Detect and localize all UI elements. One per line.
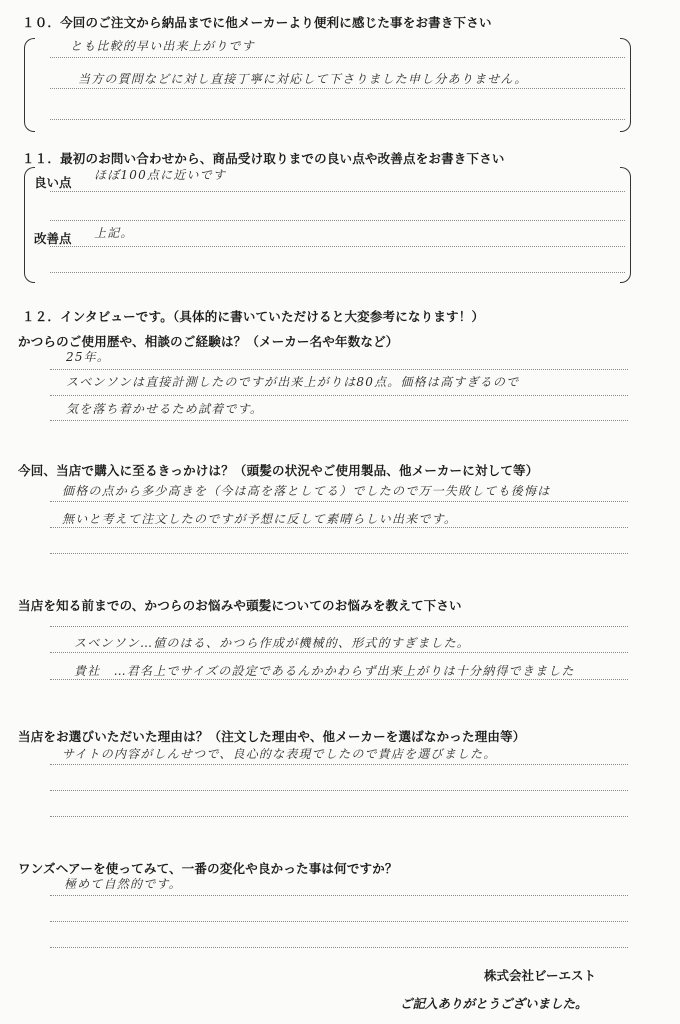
answer-line — [50, 420, 628, 421]
trigger-answer-1: 価格の点から多少高きを（今は高を落としてる）でしたので万一失敗しても後悔は — [62, 484, 551, 498]
history-answer-1: 25年。 — [66, 350, 111, 364]
improve-point-label: 改善点 — [34, 231, 72, 246]
answer-line — [50, 947, 628, 948]
answer-line — [50, 790, 628, 791]
answer-line — [50, 369, 628, 370]
answer-line — [50, 652, 628, 653]
answer-line — [50, 220, 625, 221]
answer-line — [50, 921, 628, 922]
change-question: ワンズヘアーを使ってみて、一番の変化や良かった事は何ですか？ — [18, 861, 398, 876]
right-brace — [620, 167, 631, 283]
worries-answer-1: スベンソン…値のはる、かつら作成が機械的、形式的すぎました。 — [74, 636, 471, 650]
good-point-answer: ほぼ100点に近いです — [94, 168, 227, 182]
reason-question: 当店をお選びいただいた理由は？（注文した理由や、他メーカーを選ばなかった理由等） — [18, 729, 526, 744]
q12-title: １２．インタビューです。（具体的に書いていただけると大変参考になります！） — [22, 309, 485, 324]
worries-answer-2: 貴社 …君名上でサイズの設定であるんかかわらず出来上がりは十分納得できました — [74, 664, 575, 678]
answer-line — [50, 246, 625, 247]
q10-answer-1: とも比較的早い出来上がりです — [70, 39, 255, 53]
good-point-label: 良い点 — [34, 175, 72, 190]
worries-question: 当店を知る前までの、かつらのお悩みや頭髪についてのお悩みを教えて下さい — [18, 598, 462, 613]
answer-line — [50, 626, 628, 627]
answer-line — [50, 272, 625, 273]
improve-point-answer: 上記。 — [94, 226, 134, 240]
answer-line — [50, 679, 628, 680]
answer-line — [50, 527, 628, 528]
history-question: かつらのご使用歴や、相談のご経験は？（メーカー名や年数など） — [18, 334, 399, 349]
change-answer-1: 極めて自然的です。 — [64, 877, 182, 891]
answer-line — [50, 395, 628, 396]
trigger-answer-2: 無いと考えて注文したのですが予想に反して素晴らしい出来です。 — [62, 512, 458, 526]
answer-line — [50, 501, 628, 502]
answer-line — [50, 191, 625, 192]
q10-question: １０．今回のご注文から納品までに他メーカーより便利に感じた事をお書き下さい — [22, 15, 492, 30]
answer-line — [50, 553, 628, 554]
answer-line — [50, 816, 628, 817]
answer-line — [50, 895, 628, 896]
answer-line — [50, 764, 628, 765]
thanks-message: ご記入ありがとうございました。 — [400, 996, 588, 1011]
answer-line — [50, 119, 625, 120]
trigger-question: 今回、当店で購入に至るきっかけは？（頭髪の状況やご使用製品、他メーカーに対して等） — [18, 463, 539, 478]
history-answer-3: 気を落ち着かせるため試着です。 — [66, 402, 264, 416]
history-answer-2: スベンソンは直接計測したのですが出来上がりは80点。価格は高すぎるので — [66, 375, 520, 389]
company-name: 株式会社ビーエスト — [484, 968, 597, 983]
left-brace — [24, 38, 35, 132]
reason-answer-1: サイトの内容がしんせつで、良心的な表現でしたので貴店を選びました。 — [62, 747, 497, 761]
answer-line — [50, 88, 625, 89]
right-brace — [620, 38, 631, 132]
q11-question: １１．最初のお問い合わせから、商品受け取りまでの良い点や改善点をお書き下さい — [22, 151, 505, 166]
q10-answer-2: 当方の質問などに対し直接丁寧に対応して下さりました申し分ありません。 — [78, 72, 528, 86]
answer-line — [50, 57, 625, 58]
